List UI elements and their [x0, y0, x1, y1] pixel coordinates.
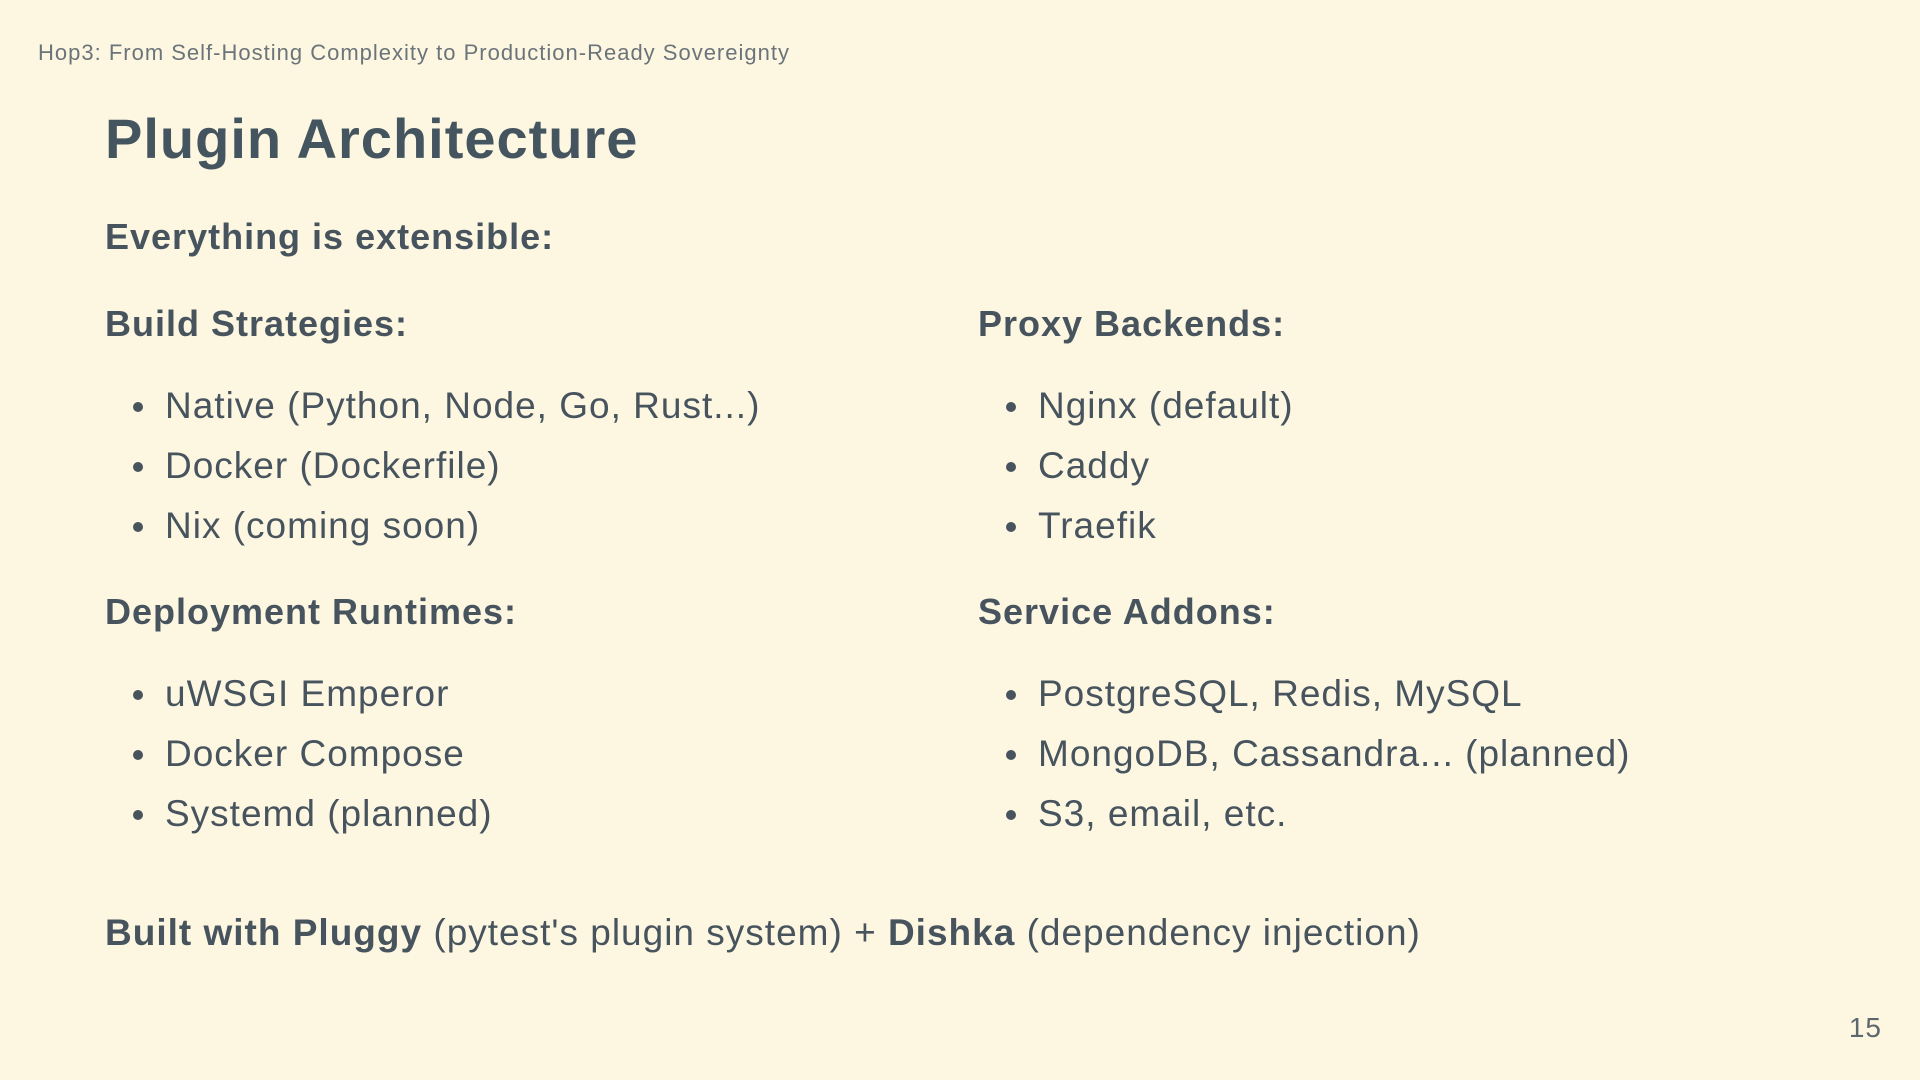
page-number: 15 — [1848, 1012, 1882, 1043]
list-item: MongoDB, Cassandra... (planned) — [1038, 732, 1778, 776]
list-item: S3, email, etc. — [1038, 792, 1778, 836]
list-item: Docker Compose — [165, 732, 905, 776]
list-item: Traefik — [1038, 504, 1778, 548]
list-item: Systemd (planned) — [165, 792, 905, 836]
list-item: Caddy — [1038, 444, 1778, 488]
build-strategies-section — [105, 302, 905, 564]
footer-text-dishka: (dependency injection) — [1015, 912, 1421, 953]
deployment-runtimes-section — [105, 590, 905, 852]
service-addons-heading: Service Addons: — [978, 591, 1276, 632]
deployment-runtimes-list — [105, 672, 905, 836]
service-addons-section — [978, 590, 1778, 852]
build-strategies-heading: Build Strategies: — [105, 303, 409, 344]
proxy-backends-section — [978, 302, 1778, 564]
proxy-backends-heading: Proxy Backends: — [978, 303, 1286, 344]
footer-text-pluggy: (pytest's plugin system) + — [422, 912, 888, 953]
list-item: PostgreSQL, Redis, MySQL — [1038, 672, 1778, 716]
service-addons-list — [978, 672, 1778, 836]
footer-bold-pluggy: Built with Pluggy — [105, 912, 423, 953]
deployment-runtimes-heading: Deployment Runtimes: — [105, 591, 518, 632]
list-item: Docker (Dockerfile) — [165, 444, 905, 488]
slide-intro: Everything is extensible: — [105, 216, 555, 257]
proxy-backends-list — [978, 384, 1778, 548]
build-strategies-list — [105, 384, 905, 548]
list-item: Nginx (default) — [1038, 384, 1778, 428]
slide-title: Plugin Architecture — [105, 107, 639, 170]
list-item: Nix (coming soon) — [165, 504, 905, 548]
presentation-title: Hop3: From Self-Hosting Complexity to Production-Ready Sovereignty — [38, 40, 790, 65]
footer-statement — [105, 912, 1421, 954]
footer-bold-dishka: Dishka — [887, 912, 1016, 953]
list-item: Native (Python, Node, Go, Rust...) — [165, 384, 905, 428]
list-item: uWSGI Emperor — [165, 672, 905, 716]
